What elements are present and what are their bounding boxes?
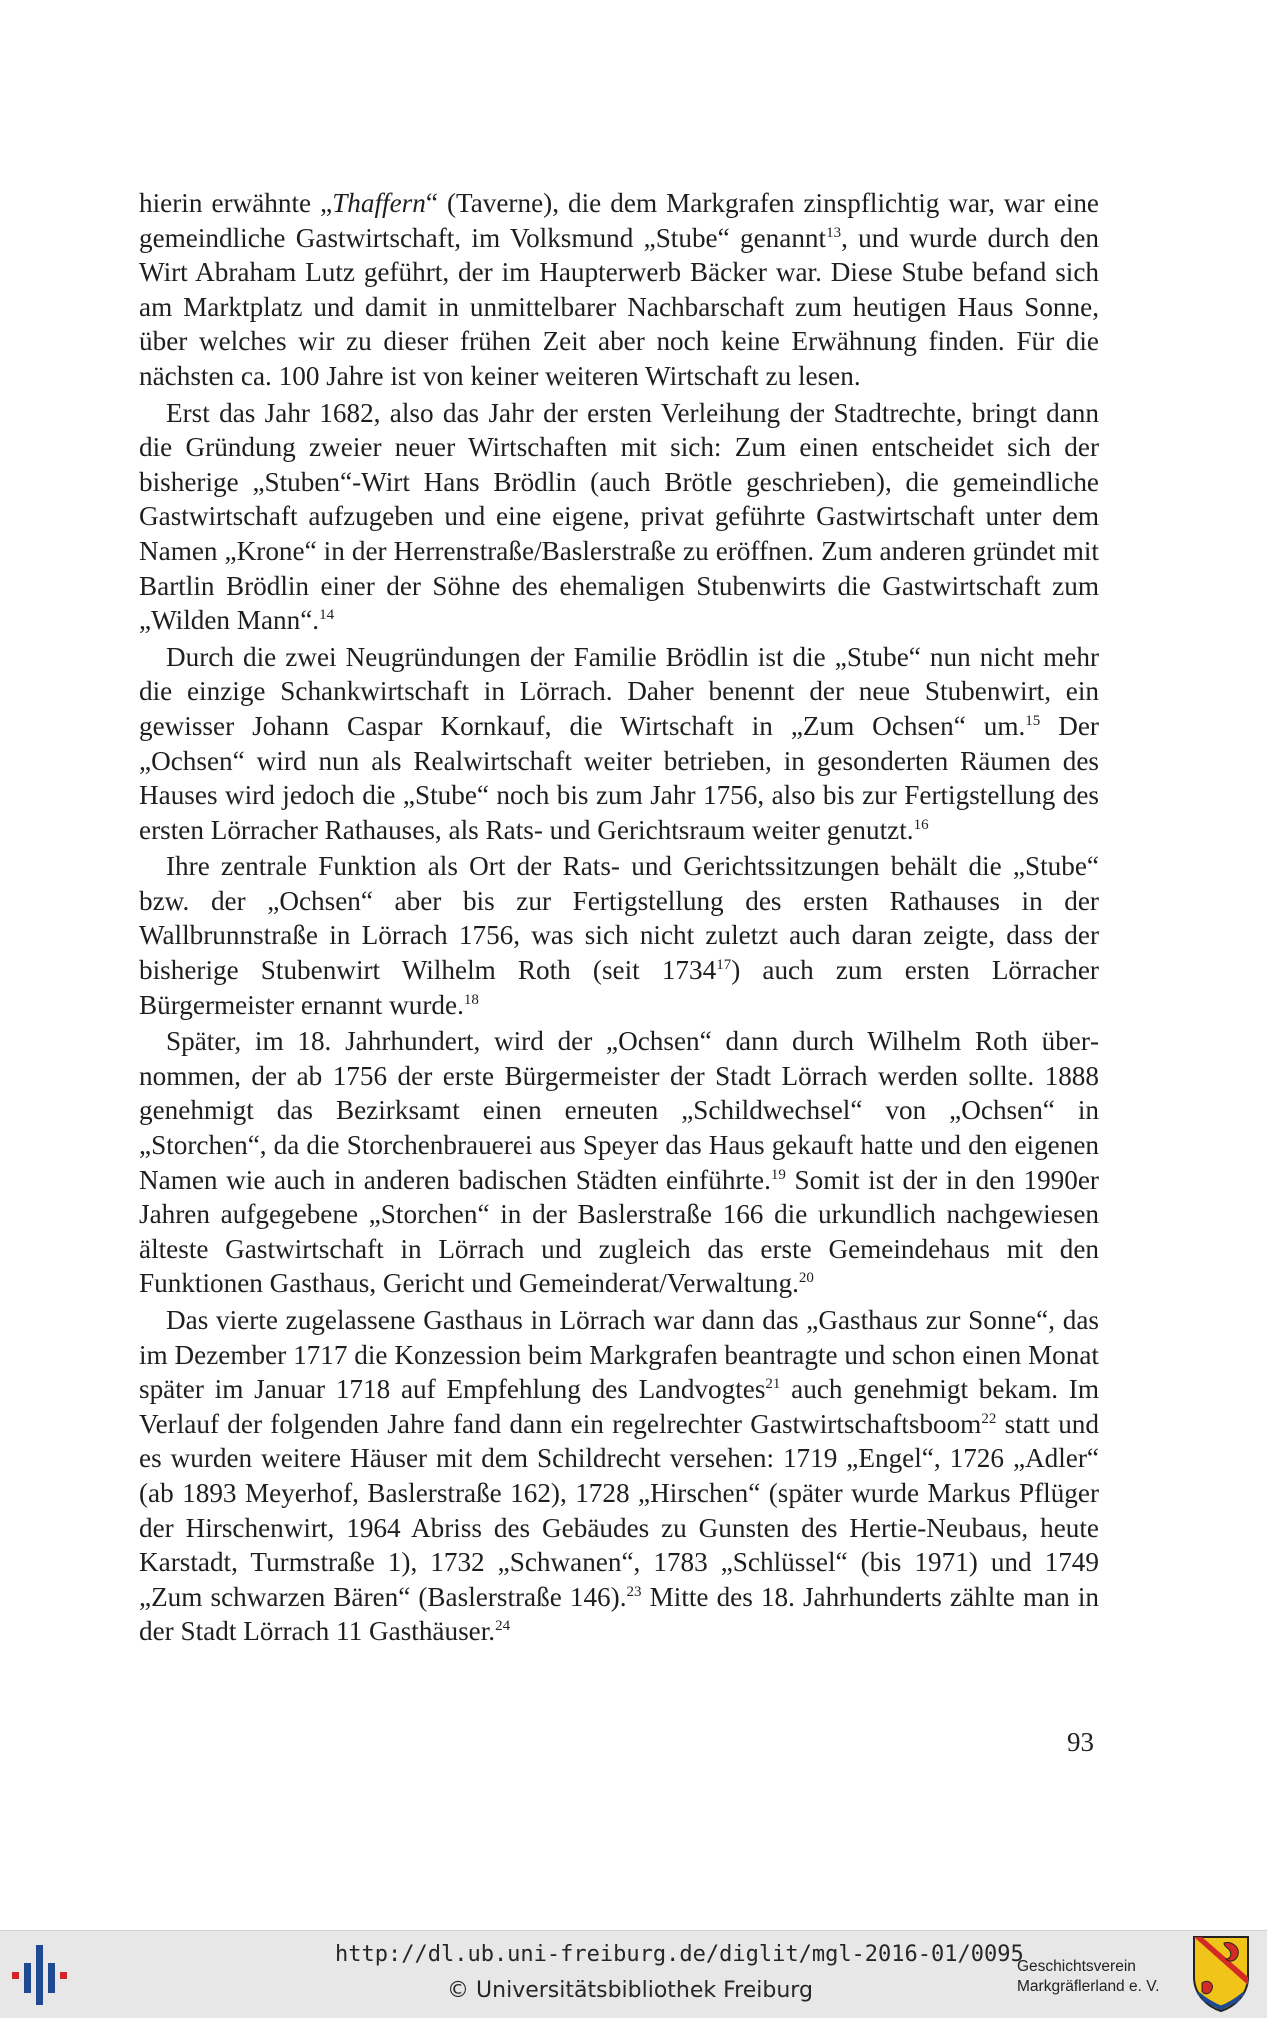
text-span: hierin erwähnte „ bbox=[139, 188, 333, 218]
text-span: Durch die zwei Neugründungen der Familie Brödlin ist die „Stube“ nun nicht mehr die einzige Schankwirtschaft in Lörrach. Daher benennt der neue Stubenwirt, ein gewisser Johann Caspar Kornkauf, die Wirtschaft in „Zum Ochsen“ um. bbox=[139, 641, 1099, 741]
text-span: auch genehmigt bekam. Im Verlauf der folgenden Jahre fand dann ein regelrechter Gastwirtschaftsboom bbox=[139, 1374, 1099, 1439]
paragraph bbox=[139, 849, 1099, 1022]
paragraph bbox=[139, 186, 1099, 394]
paragraph bbox=[139, 1303, 1099, 1649]
publisher-line-1: Geschichtsverein bbox=[1017, 1958, 1136, 1975]
text-span: Der „Ochsen“ wird nun als Realwirtschaft weiter betrieben, in gesonderten Räumen des Hauses wird jedoch die „Stube“ noch bis zum Jahr 1756, also bis zur Fertigstellung des ersten Lörracher Rathauses, als Rats- und Gerichtsraum weiter genutzt. bbox=[139, 710, 1099, 845]
page-number: 93 bbox=[1067, 1727, 1094, 1757]
text-span: Das vierte zugelassene Gasthaus in Lörrach war dann das „Gasthaus zur Sonne“, das im Dezember 1717 die Konzession beim Markgrafen beantragte und schon einen Monat später im Januar 1718 auf Empfehlung des Landvogtes bbox=[139, 1305, 1099, 1405]
footnote-ref: 20 bbox=[798, 1270, 814, 1287]
text-span: ) auch zum ersten Lörracher Bürgermeister ernannt wurde. bbox=[139, 955, 1099, 1020]
footer-url-link[interactable]: http://dl.ub.uni-freiburg.de/diglit/mgl-2016-01/0095 bbox=[335, 1942, 1024, 1967]
footnote-ref: 14 bbox=[319, 607, 335, 624]
ub-freiburg-logo-icon bbox=[10, 1939, 78, 2009]
text-span: Mitte des 18. Jahrhunderts zählte man in der Stadt Lörrach 11 Gasthäuser. bbox=[139, 1581, 1099, 1647]
text-span: Ihre zentrale Funktion als Ort der Rats- und Gerichtssitzungen behält die „Stube“ bzw. der „Ochsen“ aber bis zur Fertigstellung des ersten Rathauses in der Wallbrunnstraße in Lörrach 1756, was sich nicht zuletzt auch daran zeigte, dass der bisherige Stubenwirt Wilhelm Roth (seit 1734 bbox=[139, 851, 1099, 986]
text-span: Erst das Jahr 1682, also das Jahr der ersten Verleihung der Stadtrechte, bringt dann die Gründung zweier neuer Wirtschaften mit sich: Zum einen entscheidet sich der bisherige „Stuben“-Wirt Hans Brödlin (auch Brötle geschrieben), die gemeindliche Gastwirtschaft aufzugeben und eine eigene, privat geführte Gastwirtschaft unter dem Namen „Krone“ in der Herrenstraße/Baslerstraße zu eröffnen. Zum anderen gründet mit Bartlin Brödlin einer der Söhne des ehemaligen Stubenwirts die Gastwirtschaft zum „Wilden Mann“. bbox=[139, 397, 1099, 636]
text-span: , und wurde durch den Wirt Abraham Lutz geführt, der im Haupterwerb Bäcker war. Diese Stube befand sich am Marktplatz und damit in unmittelbarer Nachbarschaft zum heutigen Haus Sonne, über welches wir zu dieser frühen Zeit aber noch keine Erwähnung finden. Für die nächsten ca. 100 Jahre ist von keiner weiteren Wirtschaft zu lesen. bbox=[139, 222, 1099, 391]
body-text bbox=[139, 186, 1099, 1651]
footnote-ref: 22 bbox=[981, 1410, 997, 1427]
publisher-line-2: Markgräflerland e. V. bbox=[1017, 1978, 1160, 1995]
publisher-name bbox=[1017, 1957, 1167, 1997]
italic-text: Thaffern bbox=[332, 188, 426, 218]
footnote-ref: 19 bbox=[770, 1166, 786, 1183]
text-span: Somit ist der in den 1990er Jahren aufgegebene „Storchen“ in der Baslerstraße 166 die urkundlich nachgewiesen älteste Gastwirtschaft in Lörrach und zugleich das erste Gemeindehaus mit den Funktionen Gasthaus, Gericht und Gemeinderat/Verwaltung. bbox=[139, 1164, 1099, 1299]
footer-bar bbox=[0, 1930, 1267, 2018]
coat-of-arms-icon bbox=[1190, 1933, 1252, 2013]
footnote-ref: 24 bbox=[495, 1618, 511, 1635]
paragraph bbox=[139, 396, 1099, 638]
footnote-ref: 18 bbox=[463, 991, 479, 1008]
paragraph bbox=[139, 640, 1099, 848]
footnote-ref: 13 bbox=[826, 224, 842, 241]
footnote-ref: 16 bbox=[913, 816, 929, 833]
footer-copyright: © Universitätsbibliothek Freiburg bbox=[447, 1978, 813, 2003]
text-span: “ (Taverne), die dem Markgrafen zinspflichtig war, war eine gemeindliche Gastwirtschaft, im Volksmund „Stube“ genannt bbox=[139, 188, 1099, 253]
footnote-ref: 21 bbox=[765, 1376, 781, 1393]
text-span: statt und es wurden weitere Häuser mit dem Schildrecht versehen: 1719 „Engel“, 1726 „Adler“ (ab 1893 Meyerhof, Baslerstraße 162), 1728 „Hirschen“ (später wurde Markus Pflüger der Hirschenwirt, 1964 Abriss des Gebäudes zu Gunsten des Hertie-Neubaus, heute Karstadt, Turmstraße 1), 1732 „Schwanen“, 1783 „Schlüssel“ (bis 1971) und 1749 „Zum schwarzen Bären“ (Baslerstraße 146). bbox=[139, 1408, 1099, 1612]
text-span: Später, im 18. Jahrhundert, wird der „Ochsen“ dann durch Wilhelm Roth übernommen, der ab 1756 der erste Bürgermeister der Stadt Lörrach werden sollte. 1888 genehmigt das Bezirksamt einen erneuten „Schildwechsel“ von „Ochsen“ in „Storchen“, da die Storchenbrauerei aus Speyer das Haus gekauft hatte und den eigenen Namen wie auch in anderen badischen Städten einführte. bbox=[139, 1026, 1099, 1195]
footnote-ref: 23 bbox=[626, 1583, 642, 1600]
paragraph bbox=[139, 1024, 1099, 1301]
footnote-ref: 17 bbox=[716, 957, 732, 974]
footnote-ref: 15 bbox=[1025, 712, 1041, 729]
